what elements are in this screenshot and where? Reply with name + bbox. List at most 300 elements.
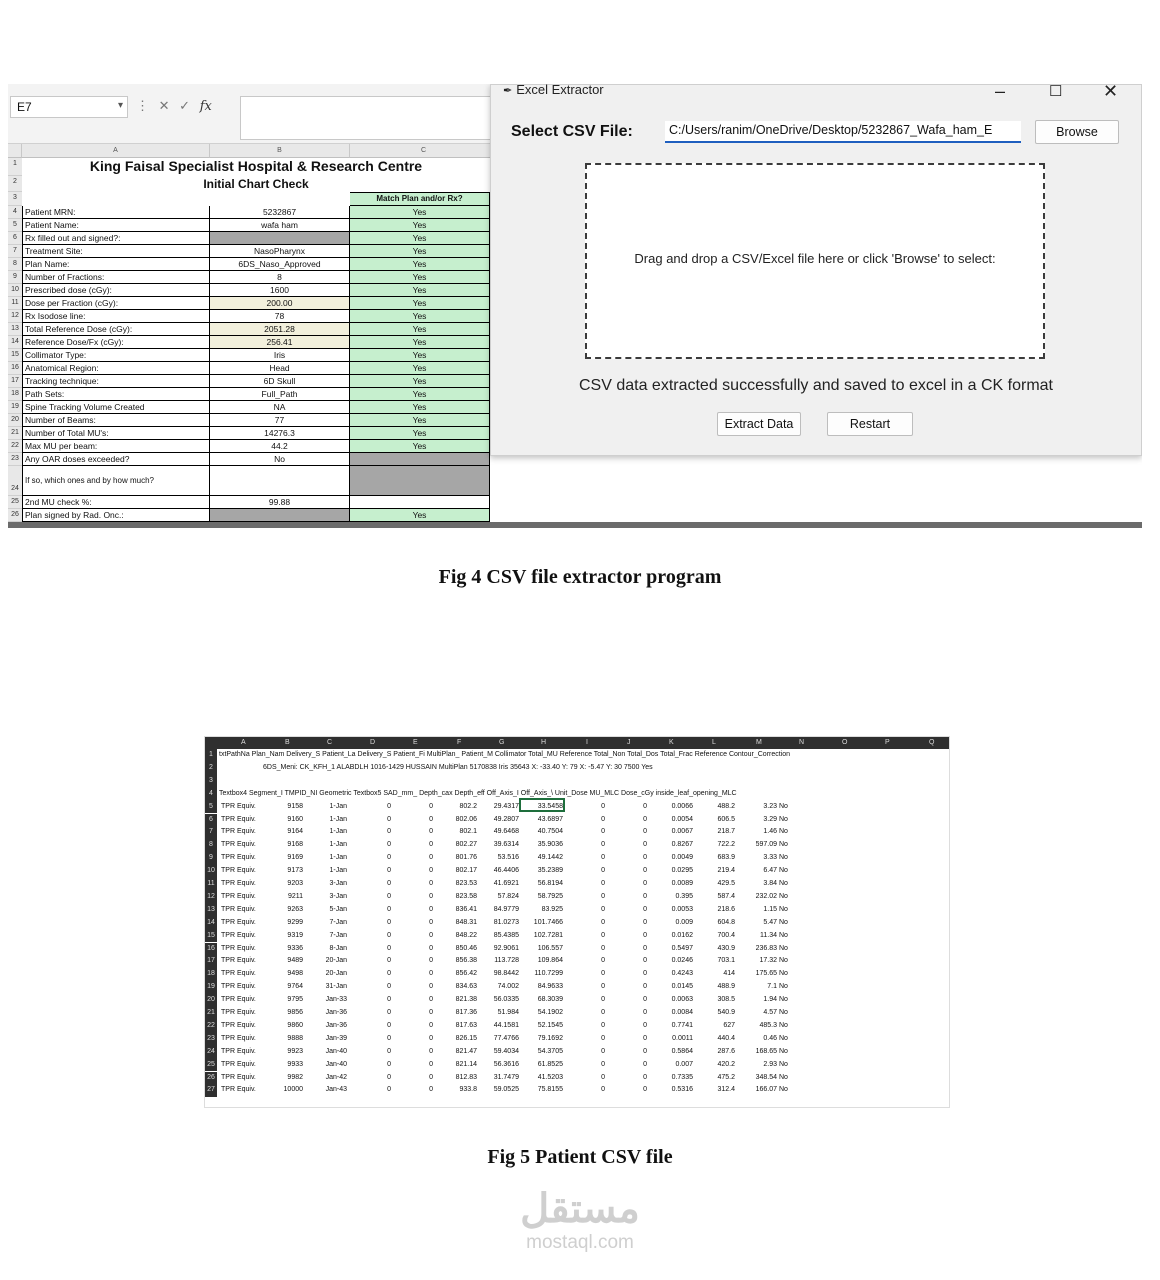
csv-cell-f[interactable]: 850.46 — [455, 944, 477, 952]
csv-cell-n2[interactable]: No — [779, 892, 788, 900]
csv-cell-i[interactable]: 0 — [601, 931, 605, 939]
csv-cell-j[interactable]: 0 — [643, 957, 647, 965]
csv-cell-h[interactable]: 35.2389 — [537, 867, 563, 875]
csv-cell-j[interactable]: 0 — [643, 1073, 647, 1081]
csv-cell-h[interactable]: 101.7466 — [533, 918, 563, 926]
csv-cell-e[interactable]: 0 — [429, 1086, 433, 1094]
csv-cell-n2[interactable]: No — [779, 1021, 788, 1029]
csv-cell-h[interactable]: 49.1442 — [537, 854, 563, 862]
csv-cell-d[interactable]: 0 — [387, 970, 391, 978]
csv-cell-e[interactable]: 0 — [429, 1073, 433, 1081]
csv-cell-d[interactable]: 0 — [387, 841, 391, 849]
csv-cell-e[interactable]: 0 — [429, 983, 433, 991]
select-all-corner[interactable] — [8, 144, 22, 158]
csv-cell-i[interactable]: 0 — [601, 828, 605, 836]
csv-column-header[interactable]: F — [457, 739, 462, 746]
csv-cell-m[interactable]: 3.84 — [763, 880, 777, 887]
csv-cell-n2[interactable]: No — [779, 970, 788, 978]
check-match[interactable]: Yes — [350, 310, 490, 323]
csv-cell-h[interactable]: 52.1545 — [537, 1021, 563, 1029]
csv-cell-c[interactable]: 20-Jan — [325, 970, 347, 978]
csv-cell-n2[interactable]: No — [779, 1009, 788, 1016]
csv-cell-e[interactable]: 0 — [429, 970, 433, 978]
csv-cell-k[interactable]: 0.0054 — [671, 815, 693, 823]
csv-cell-b[interactable]: 9888 — [287, 1034, 303, 1042]
csv-cell-b[interactable]: 9158 — [287, 802, 303, 810]
csv-cell-b[interactable]: 9336 — [287, 944, 303, 952]
check-match[interactable]: Yes — [350, 427, 490, 440]
browse-button[interactable]: Browse — [1035, 120, 1119, 144]
csv-cell-f[interactable]: 802.17 — [455, 867, 477, 875]
csv-cell-m[interactable]: 5.47 — [763, 918, 777, 926]
csv-cell-b[interactable]: 9164 — [287, 828, 303, 836]
csv-cell-l[interactable]: 287.6 — [717, 1047, 735, 1055]
csv-cell-k[interactable]: 0.0063 — [671, 996, 693, 1004]
csv-cell-k[interactable]: 0.0084 — [671, 1009, 693, 1016]
csv-cell-b[interactable]: 9263 — [287, 905, 303, 913]
csv-cell-a[interactable]: TPR Equiv. — [221, 1047, 256, 1055]
close-icon[interactable]: ✕ — [1103, 84, 1119, 101]
csv-cell-l[interactable]: 440.4 — [717, 1034, 735, 1042]
csv-cell-a[interactable]: TPR Equiv. — [221, 944, 256, 952]
csv-cell-c[interactable]: 1-Jan — [329, 815, 347, 823]
check-match[interactable]: Yes — [350, 388, 490, 401]
check-value[interactable]: 14276.3 — [210, 427, 350, 440]
csv-cell-n2[interactable]: No — [779, 1086, 788, 1094]
check-match[interactable]: Yes — [350, 297, 490, 310]
csv-cell-a[interactable]: TPR Equiv. — [221, 1021, 256, 1029]
csv-cell-c[interactable]: 7-Jan — [329, 931, 347, 939]
csv-cell-k[interactable]: 0.0295 — [671, 867, 693, 875]
csv-cell-i[interactable]: 0 — [601, 918, 605, 926]
csv-cell-l[interactable]: 475.2 — [717, 1073, 735, 1081]
csv-cell-j[interactable]: 0 — [643, 905, 647, 913]
csv-cell-l[interactable]: 429.5 — [717, 880, 735, 887]
check-value[interactable]: 5232867 — [210, 206, 350, 219]
csv-cell-d[interactable]: 0 — [387, 880, 391, 887]
csv-cell-n2[interactable]: No — [779, 905, 788, 913]
check-match[interactable]: Yes — [350, 349, 490, 362]
csv-cell-n2[interactable]: No — [779, 931, 788, 939]
csv-cell-a[interactable]: TPR Equiv. — [221, 867, 256, 875]
csv-cell-a[interactable]: TPR Equiv. — [221, 802, 256, 810]
csv-cell-c[interactable]: 20-Jan — [325, 957, 347, 965]
chevron-down-icon[interactable]: ▾ — [117, 100, 123, 111]
csv-cell-k[interactable]: 0.0145 — [671, 983, 693, 991]
csv-cell-g[interactable]: 41.6921 — [493, 880, 519, 887]
csv-cell-l[interactable]: 540.9 — [717, 1009, 735, 1016]
csv-cell-n2[interactable]: No — [779, 828, 788, 836]
column-header-b[interactable]: B — [210, 144, 350, 158]
check-value[interactable]: 256.41 — [210, 336, 350, 349]
csv-column-header[interactable]: Q — [929, 739, 935, 746]
csv-cell-j[interactable]: 0 — [643, 983, 647, 991]
csv-cell-h[interactable]: 110.7299 — [534, 970, 563, 978]
csv-cell-i[interactable]: 0 — [601, 1009, 605, 1016]
oar-details-cell[interactable] — [210, 466, 350, 496]
file-path-input[interactable]: C:/Users/ranim/OneDrive/Desktop/5232867_Wafa_ham_E — [665, 121, 1021, 143]
check-value[interactable]: 8 — [210, 271, 350, 284]
csv-cell-j[interactable]: 0 — [643, 880, 647, 887]
check-value[interactable]: 78 — [210, 310, 350, 323]
csv-cell-b[interactable]: 9203 — [287, 880, 303, 887]
csv-cell-g[interactable]: 92.9061 — [493, 944, 519, 952]
csv-cell-k[interactable]: 0.7335 — [671, 1073, 693, 1081]
csv-column-header[interactable]: E — [413, 739, 418, 746]
csv-cell-m[interactable]: 1.46 — [763, 828, 777, 836]
csv-cell-c[interactable]: Jan-33 — [325, 996, 347, 1004]
csv-cell-b[interactable]: 9856 — [287, 1009, 303, 1016]
csv-cell-m[interactable]: 597.09 — [755, 841, 777, 849]
check-match[interactable]: Yes — [350, 232, 490, 245]
check-value[interactable] — [210, 232, 350, 245]
check-match[interactable]: Yes — [350, 323, 490, 336]
csv-cell-i[interactable]: 0 — [601, 905, 605, 913]
csv-cell-i[interactable]: 0 — [601, 854, 605, 862]
csv-cell-l[interactable]: 308.5 — [717, 996, 735, 1004]
csv-cell-i[interactable]: 0 — [601, 841, 605, 849]
csv-cell-k[interactable]: 0.4243 — [671, 970, 693, 978]
drop-zone[interactable] — [585, 163, 1045, 359]
csv-cell-f[interactable]: 823.53 — [455, 880, 477, 887]
check-value[interactable]: wafa ham — [210, 219, 350, 232]
csv-cell-k[interactable]: 0.009 — [675, 918, 693, 926]
csv-cell-n2[interactable]: No — [779, 1060, 788, 1068]
check-match[interactable]: Yes — [350, 414, 490, 427]
csv-cell-i[interactable]: 0 — [601, 1060, 605, 1068]
csv-cell-h[interactable]: 41.5203 — [537, 1073, 563, 1081]
csv-cell-m[interactable]: 2.93 — [763, 1060, 777, 1068]
csv-cell-e[interactable]: 0 — [429, 815, 433, 823]
check-value[interactable]: 6D Skull — [210, 375, 350, 388]
csv-cell-f[interactable]: 836.41 — [455, 905, 477, 913]
csv-cell-h[interactable]: 102.7281 — [533, 931, 563, 939]
csv-cell-g[interactable]: 59.0525 — [493, 1086, 519, 1094]
csv-cell-a[interactable]: TPR Equiv. — [221, 880, 256, 887]
csv-cell-b[interactable]: 9764 — [287, 983, 303, 991]
csv-cell-d[interactable]: 0 — [387, 931, 391, 939]
csv-cell-h[interactable]: 43.6897 — [537, 815, 563, 823]
csv-cell-g[interactable]: 85.4385 — [493, 931, 519, 939]
csv-cell-c[interactable]: 1-Jan — [329, 828, 347, 836]
csv-cell-a[interactable]: TPR Equiv. — [221, 970, 256, 978]
csv-cell-i[interactable]: 0 — [601, 1034, 605, 1042]
csv-cell-m[interactable]: 3.23 — [763, 802, 777, 810]
csv-cell-j[interactable]: 0 — [643, 1086, 647, 1094]
csv-cell-c[interactable]: 3-Jan — [329, 880, 347, 887]
csv-cell-d[interactable]: 0 — [387, 828, 391, 836]
csv-cell-d[interactable]: 0 — [387, 867, 391, 875]
csv-cell-f[interactable]: 933.8 — [459, 1086, 477, 1094]
selected-cell[interactable] — [519, 798, 565, 812]
csv-cell-b[interactable]: 9860 — [287, 1021, 303, 1029]
csv-cell-e[interactable]: 0 — [429, 1034, 433, 1042]
check-match[interactable]: Yes — [350, 206, 490, 219]
check-match[interactable]: Yes — [350, 284, 490, 297]
plan-signed-value[interactable] — [210, 509, 350, 522]
csv-column-header[interactable]: I — [586, 739, 588, 746]
csv-column-header[interactable]: A — [241, 739, 246, 746]
oar-details-match[interactable] — [350, 466, 490, 496]
csv-cell-h[interactable]: 54.1902 — [537, 1009, 563, 1016]
extract-data-button[interactable]: Extract Data — [717, 412, 801, 436]
csv-cell-m[interactable]: 0.46 — [763, 1034, 777, 1042]
csv-cell-i[interactable]: 0 — [601, 983, 605, 991]
csv-cell-a[interactable]: TPR Equiv. — [221, 996, 256, 1004]
csv-cell-n2[interactable]: No — [779, 802, 788, 810]
csv-cell-j[interactable]: 0 — [643, 867, 647, 875]
csv-cell-i[interactable]: 0 — [601, 996, 605, 1004]
csv-cell-i[interactable]: 0 — [601, 880, 605, 887]
csv-column-header[interactable]: D — [370, 739, 376, 746]
csv-cell-k[interactable]: 0.395 — [675, 892, 693, 900]
csv-cell-d[interactable]: 0 — [387, 905, 391, 913]
csv-cell-b[interactable]: 9160 — [287, 815, 303, 823]
csv-cell-a[interactable]: TPR Equiv. — [221, 828, 256, 836]
csv-cell-m[interactable]: 175.65 — [755, 970, 777, 978]
csv-cell-k[interactable]: 0.0067 — [671, 828, 693, 836]
csv-cell-l[interactable]: 420.2 — [717, 1060, 735, 1068]
csv-cell-l[interactable]: 430.9 — [717, 944, 735, 952]
csv-cell-d[interactable]: 0 — [387, 1060, 391, 1068]
csv-cell-b[interactable]: 9982 — [287, 1073, 303, 1081]
csv-cell-d[interactable]: 0 — [387, 802, 391, 810]
cancel-icon[interactable]: ✕ — [158, 98, 173, 113]
csv-cell-j[interactable]: 0 — [643, 892, 647, 900]
fx-icon[interactable]: fx — [199, 99, 212, 114]
csv-cell-f[interactable]: 817.36 — [455, 1009, 477, 1016]
csv-cell-f[interactable]: 848.22 — [455, 931, 477, 939]
check-match[interactable] — [350, 453, 490, 466]
csv-cell-e[interactable]: 0 — [429, 944, 433, 952]
csv-cell-d[interactable]: 0 — [387, 892, 391, 900]
csv-cell-j[interactable]: 0 — [643, 944, 647, 952]
csv-cell-k[interactable]: 0.0066 — [671, 802, 693, 810]
csv-cell-h[interactable]: 68.3039 — [537, 996, 563, 1004]
csv-cell-c[interactable]: 1-Jan — [329, 867, 347, 875]
csv-cell-n2[interactable]: No — [779, 880, 788, 887]
csv-cell-n2[interactable]: No — [779, 996, 788, 1004]
csv-cell-f[interactable]: 856.38 — [455, 957, 477, 965]
csv-cell-e[interactable]: 0 — [429, 1021, 433, 1029]
csv-column-header[interactable]: P — [885, 739, 890, 746]
csv-cell-a[interactable]: TPR Equiv. — [221, 1073, 256, 1081]
csv-cell-j[interactable]: 0 — [643, 1034, 647, 1042]
csv-cell-h[interactable]: 40.7504 — [537, 828, 563, 836]
csv-cell-n2[interactable]: No — [779, 983, 788, 991]
csv-cell-m[interactable]: 485.3 — [759, 1021, 777, 1029]
check-value[interactable]: Full_Path — [210, 388, 350, 401]
csv-cell-g[interactable]: 46.4406 — [493, 867, 519, 875]
csv-cell-b[interactable]: 9173 — [287, 867, 303, 875]
csv-cell-n2[interactable]: No — [779, 815, 788, 823]
plan-signed-match[interactable]: Yes — [350, 509, 490, 522]
csv-cell-h[interactable]: 56.8194 — [537, 880, 563, 887]
csv-cell-f[interactable]: 801.76 — [455, 854, 477, 862]
csv-cell-l[interactable]: 414 — [723, 970, 735, 978]
csv-cell-d[interactable]: 0 — [387, 996, 391, 1004]
csv-cell-j[interactable]: 0 — [643, 1060, 647, 1068]
csv-cell-g[interactable]: 74.002 — [497, 983, 519, 991]
csv-cell-j[interactable]: 0 — [643, 1047, 647, 1055]
csv-cell-h[interactable]: 35.9036 — [537, 841, 563, 849]
csv-cell-l[interactable]: 683.9 — [717, 854, 735, 862]
check-value[interactable]: 77 — [210, 414, 350, 427]
csv-cell-l[interactable]: 700.4 — [717, 931, 735, 939]
csv-cell-g[interactable]: 31.7479 — [493, 1073, 519, 1081]
csv-column-header[interactable]: B — [285, 739, 290, 746]
csv-cell-f[interactable]: 848.31 — [455, 918, 477, 926]
mu-check-value[interactable]: 99.88 — [210, 496, 350, 509]
csv-cell-l[interactable]: 219.4 — [717, 867, 735, 875]
csv-cell-h[interactable]: 79.1692 — [537, 1034, 563, 1042]
csv-cell-g[interactable]: 81.0273 — [493, 918, 519, 926]
csv-cell-j[interactable]: 0 — [643, 1009, 647, 1016]
csv-cell-c[interactable]: 1-Jan — [329, 854, 347, 862]
csv-cell-h[interactable]: 61.8525 — [537, 1060, 563, 1068]
csv-cell-a[interactable]: TPR Equiv. — [221, 892, 256, 900]
csv-cell-f[interactable]: 802.1 — [459, 828, 477, 836]
csv-cell-a[interactable]: TPR Equiv. — [221, 841, 256, 849]
csv-cell-l[interactable]: 703.1 — [717, 957, 735, 965]
csv-cell-c[interactable]: Jan-42 — [325, 1073, 347, 1081]
csv-cell-f[interactable]: 812.83 — [455, 1073, 477, 1081]
csv-cell-l[interactable]: 604.8 — [717, 918, 735, 926]
check-icon[interactable]: ✓ — [179, 98, 194, 113]
csv-cell-n2[interactable]: No — [779, 918, 788, 926]
name-box[interactable] — [10, 96, 128, 118]
csv-column-header[interactable]: N — [799, 739, 805, 746]
csv-cell-i[interactable]: 0 — [601, 944, 605, 952]
csv-cell-c[interactable]: Jan-36 — [325, 1009, 347, 1016]
check-match[interactable]: Yes — [350, 271, 490, 284]
csv-cell-g[interactable]: 56.0335 — [493, 996, 519, 1004]
csv-cell-g[interactable]: 49.6468 — [493, 828, 519, 836]
check-value[interactable]: Iris — [210, 349, 350, 362]
csv-cell-i[interactable]: 0 — [601, 1073, 605, 1081]
csv-cell-h[interactable]: 58.7925 — [537, 892, 563, 900]
check-match[interactable]: Yes — [350, 375, 490, 388]
csv-cell-a[interactable]: TPR Equiv. — [221, 931, 256, 939]
csv-cell-e[interactable]: 0 — [429, 802, 433, 810]
csv-cell-i[interactable]: 0 — [601, 892, 605, 900]
csv-cell-f[interactable]: 817.63 — [455, 1021, 477, 1029]
csv-cell-f[interactable]: 802.2 — [459, 802, 477, 810]
csv-cell-e[interactable]: 0 — [429, 1060, 433, 1068]
csv-cell-m[interactable]: 232.02 — [755, 892, 777, 900]
csv-cell-b[interactable]: 9319 — [287, 931, 303, 939]
csv-cell-a[interactable]: TPR Equiv. — [221, 815, 256, 823]
csv-cell-l[interactable]: 587.4 — [717, 892, 735, 900]
csv-cell-e[interactable]: 0 — [429, 828, 433, 836]
csv-cell-i[interactable]: 0 — [601, 957, 605, 965]
csv-cell-f[interactable]: 802.27 — [455, 841, 477, 849]
check-value[interactable]: Head — [210, 362, 350, 375]
csv-cell-l[interactable]: 722.2 — [717, 841, 735, 849]
csv-cell-k[interactable]: 0.0011 — [672, 1034, 693, 1042]
csv-cell-l[interactable]: 488.2 — [717, 802, 735, 810]
csv-cell-d[interactable]: 0 — [387, 854, 391, 862]
check-value[interactable]: 200.00 — [210, 297, 350, 310]
csv-cell-d[interactable]: 0 — [387, 1047, 391, 1055]
csv-cell-n2[interactable]: No — [779, 867, 788, 875]
csv-cell-k[interactable]: 0.0089 — [671, 880, 693, 887]
csv-cell-n2[interactable]: No — [779, 944, 788, 952]
csv-cell-e[interactable]: 0 — [429, 1047, 433, 1055]
check-value[interactable]: 1600 — [210, 284, 350, 297]
csv-cell-f[interactable]: 856.42 — [455, 970, 477, 978]
csv-cell-l[interactable]: 488.9 — [717, 983, 735, 991]
check-value[interactable]: No — [210, 453, 350, 466]
csv-cell-n2[interactable]: No — [779, 1073, 788, 1081]
formula-input[interactable] — [240, 96, 498, 140]
csv-cell-f[interactable]: 821.38 — [455, 996, 477, 1004]
csv-cell-a[interactable]: TPR Equiv. — [221, 1034, 256, 1042]
csv-cell-c[interactable]: 3-Jan — [329, 892, 347, 900]
csv-column-header[interactable]: L — [712, 739, 716, 746]
csv-cell-k[interactable]: 0.5497 — [671, 944, 693, 952]
csv-cell-a[interactable]: TPR Equiv. — [221, 983, 256, 991]
csv-cell-m[interactable]: 168.65 — [755, 1047, 777, 1055]
csv-cell-a[interactable]: TPR Equiv. — [221, 1086, 256, 1094]
csv-cell-a[interactable]: TPR Equiv. — [221, 918, 256, 926]
csv-cell-m[interactable]: 236.83 — [755, 944, 777, 952]
csv-cell-i[interactable]: 0 — [601, 867, 605, 875]
csv-cell-m[interactable]: 6.47 — [763, 867, 777, 875]
csv-cell-b[interactable]: 9211 — [287, 892, 303, 900]
csv-cell-c[interactable]: 5-Jan — [329, 905, 347, 913]
csv-cell-c[interactable]: Jan-40 — [325, 1060, 347, 1068]
csv-cell-e[interactable]: 0 — [429, 957, 433, 965]
csv-cell-c[interactable]: 8-Jan — [329, 944, 347, 952]
csv-column-header[interactable]: O — [842, 739, 848, 746]
csv-cell-h[interactable]: 75.8155 — [537, 1086, 563, 1094]
csv-cell-j[interactable]: 0 — [643, 828, 647, 836]
csv-cell-c[interactable]: Jan-36 — [325, 1021, 347, 1029]
csv-cell-n2[interactable]: No — [779, 854, 788, 862]
csv-cell-j[interactable]: 0 — [643, 1021, 647, 1029]
csv-cell-l[interactable]: 312.4 — [717, 1086, 735, 1094]
csv-cell-m[interactable]: 17.32 — [759, 957, 777, 965]
check-value[interactable]: 6DS_Naso_Approved — [210, 258, 350, 271]
csv-cell-m[interactable]: 3.33 — [763, 854, 777, 862]
check-match[interactable]: Yes — [350, 401, 490, 414]
csv-cell-i[interactable]: 0 — [601, 1047, 605, 1055]
csv-cell-a[interactable]: TPR Equiv. — [221, 1060, 256, 1068]
csv-cell-d[interactable]: 0 — [387, 815, 391, 823]
csv-cell-e[interactable]: 0 — [429, 841, 433, 849]
csv-cell-l[interactable]: 627 — [723, 1021, 735, 1029]
csv-cell-g[interactable]: 44.1581 — [493, 1021, 519, 1029]
csv-cell-k[interactable]: 0.0049 — [671, 854, 693, 862]
csv-cell-j[interactable]: 0 — [643, 996, 647, 1004]
csv-cell-n2[interactable]: No — [779, 841, 788, 849]
csv-cell-j[interactable]: 0 — [643, 931, 647, 939]
csv-cell-j[interactable]: 0 — [643, 815, 647, 823]
column-header-a[interactable]: A — [22, 144, 210, 158]
csv-column-header[interactable]: M — [756, 739, 762, 746]
csv-cell-n2[interactable]: No — [779, 1047, 788, 1055]
csv-cell-j[interactable]: 0 — [643, 802, 647, 810]
csv-cell-d[interactable]: 0 — [387, 1034, 391, 1042]
csv-cell-h[interactable]: 33.5458 — [537, 802, 563, 810]
csv-cell-e[interactable]: 0 — [429, 880, 433, 887]
csv-column-header[interactable]: C — [327, 739, 333, 746]
csv-cell-e[interactable]: 0 — [429, 892, 433, 900]
csv-cell-k[interactable]: 0.0246 — [671, 957, 693, 965]
csv-cell-e[interactable]: 0 — [429, 918, 433, 926]
csv-cell-b[interactable]: 9299 — [287, 918, 303, 926]
